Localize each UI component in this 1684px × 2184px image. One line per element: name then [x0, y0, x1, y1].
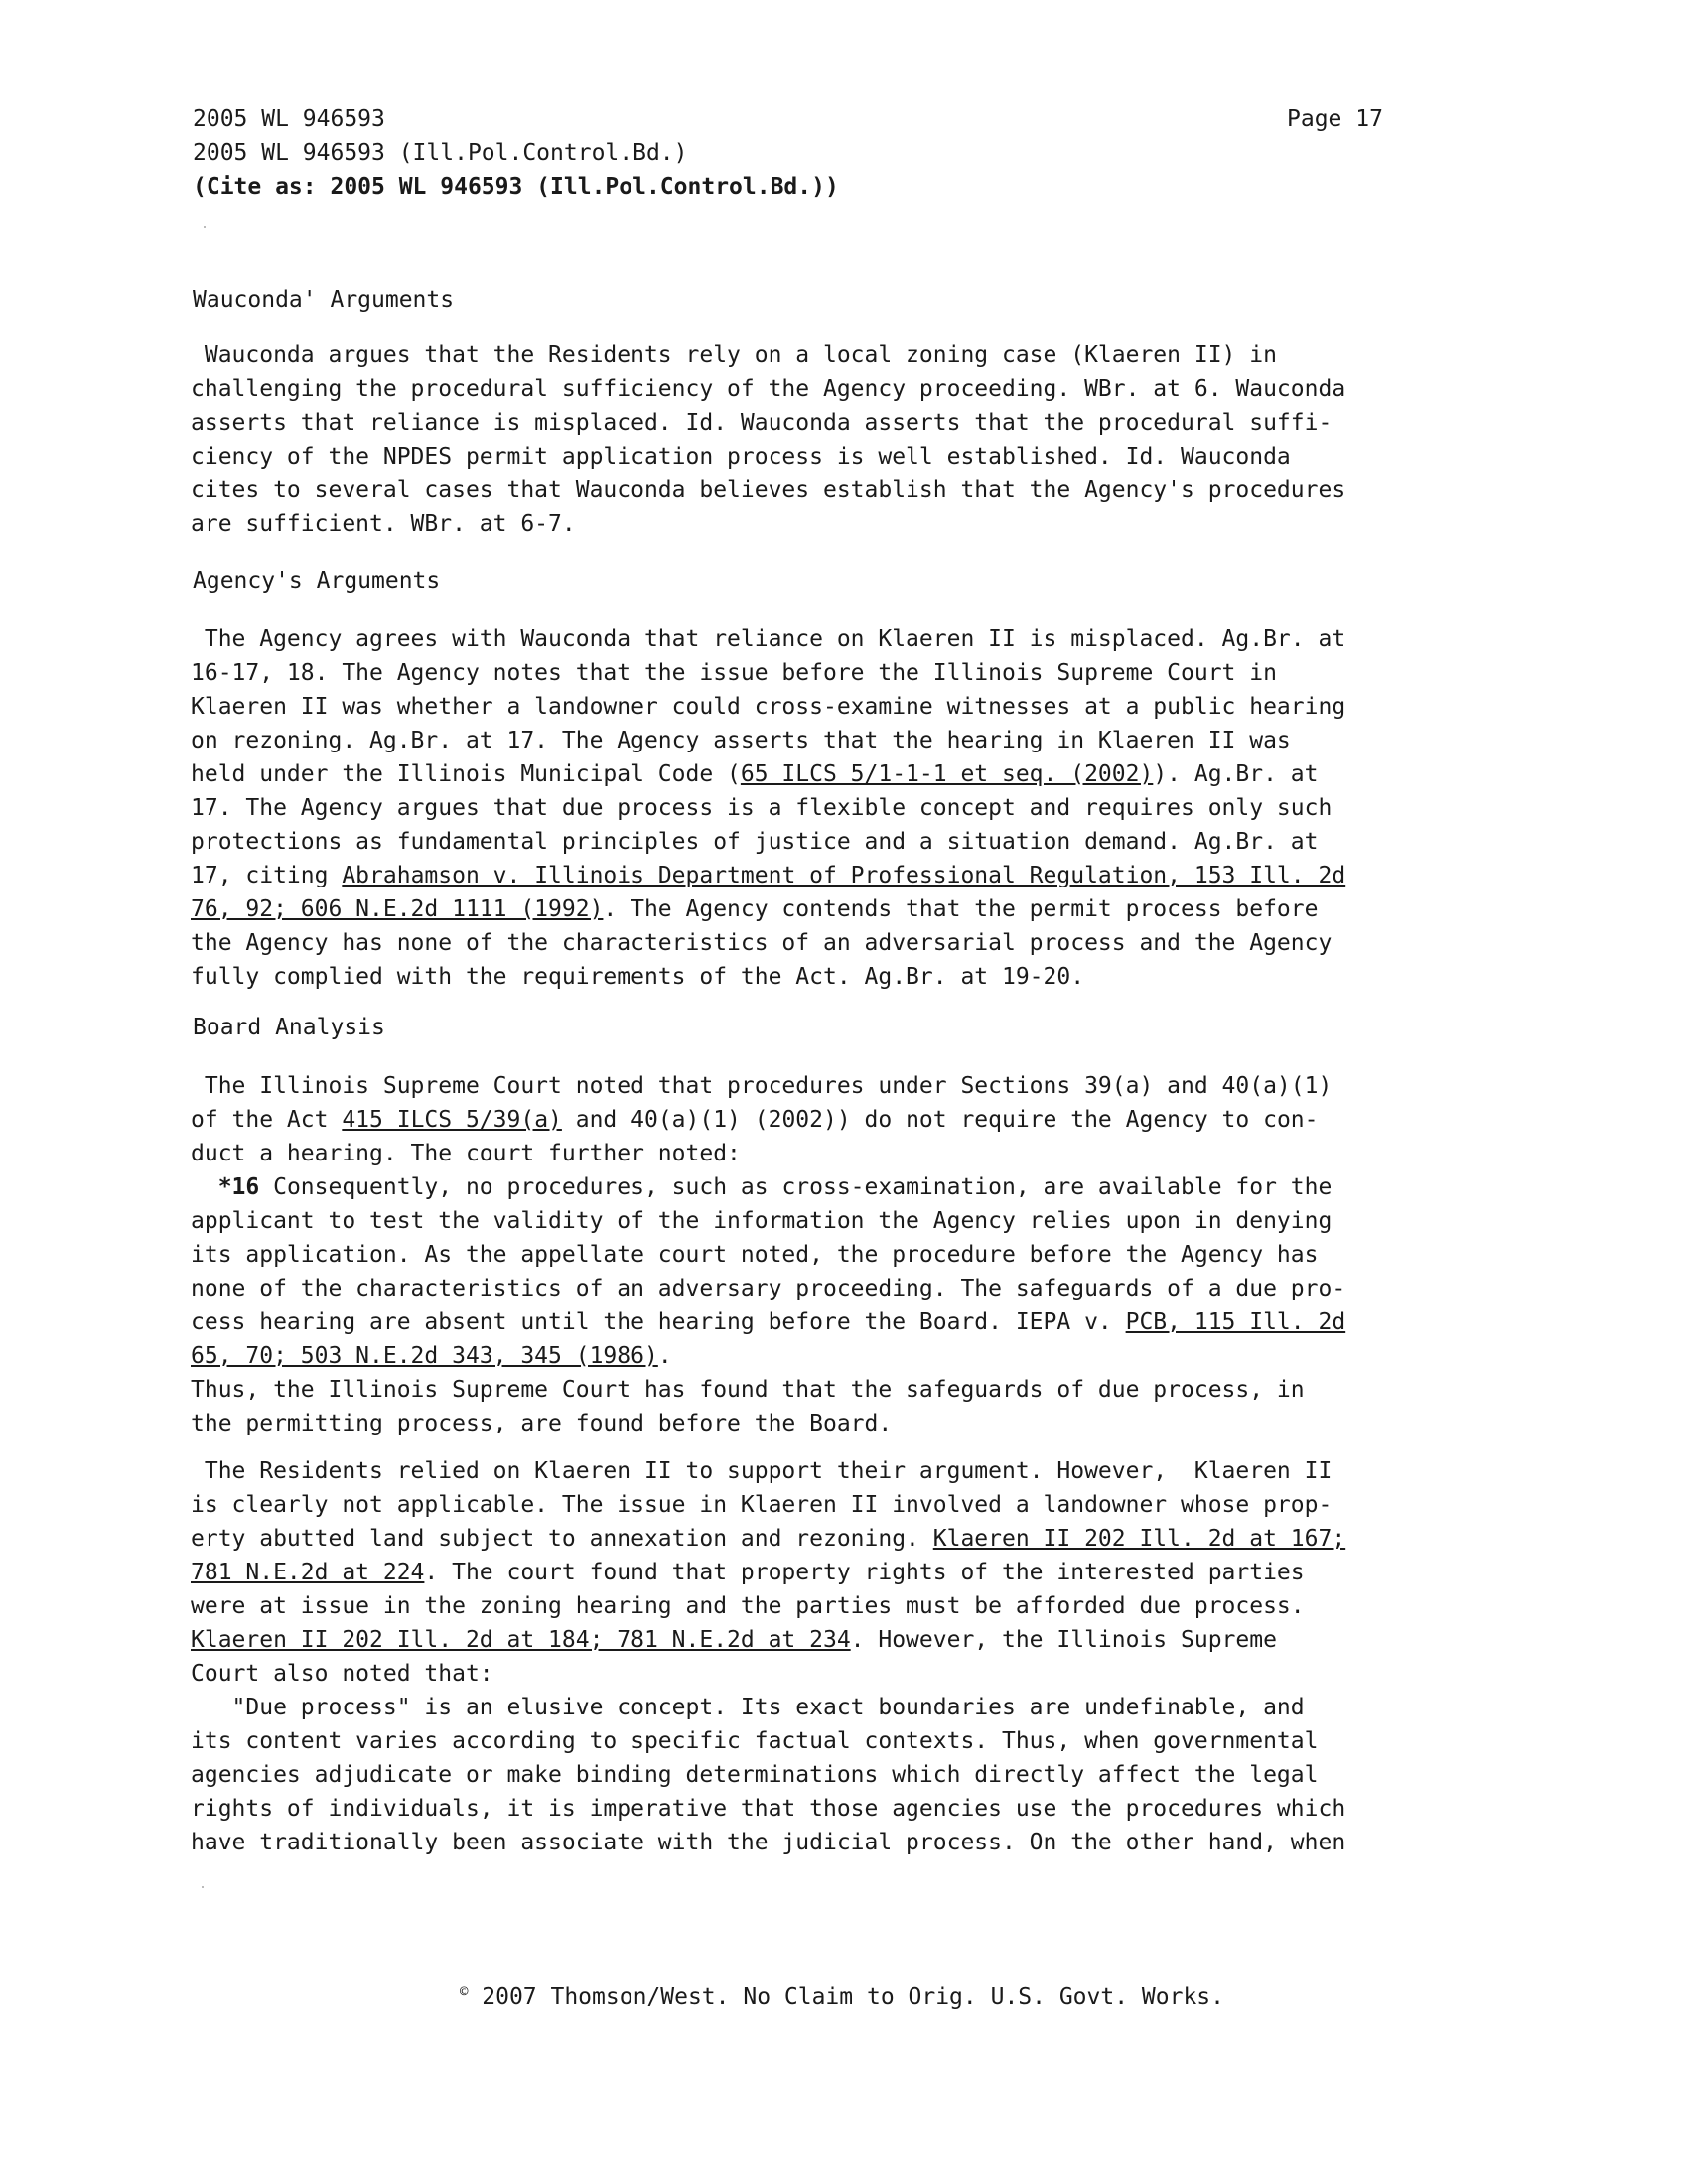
- citation-link[interactable]: Klaeren II 202 Ill. 2d at 184; 781 N.E.2d at 234: [191, 1627, 851, 1653]
- text-line: is clearly not applicable. The issue in Klaeren II involved a landowner whose prop-: [191, 1492, 1333, 1518]
- text-line: [191, 1623, 1501, 1657]
- footer-text: 2007 Thomson/West. No Claim to Orig. U.S. Govt. Works.: [468, 1984, 1225, 2010]
- text-line: the permitting process, are found before the Board.: [191, 1411, 893, 1436]
- text-line: [191, 859, 1501, 892]
- citation-link[interactable]: 65 ILCS 5/1-1-1 et seq. (2002): [740, 761, 1154, 787]
- text-line: the Agency has none of the characteristics of an adversarial process and the Agency: [191, 930, 1333, 956]
- text-line: 16-17, 18. The Agency notes that the issue before the Illinois Supreme Court in: [191, 660, 1277, 686]
- text-line: The Agency agrees with Wauconda that reliance on Klaeren II is misplaced. Ag.Br. at: [191, 626, 1346, 652]
- text-line: "Due process" is an elusive concept. Its exact boundaries are undefinable, and: [191, 1695, 1305, 1720]
- citation-link[interactable]: 781 N.E.2d at 224: [191, 1560, 425, 1585]
- text-line: Thus, the Illinois Supreme Court has found that the safeguards of due process, in: [191, 1377, 1305, 1403]
- text-segment: . The court found that property rights of the interested parties: [424, 1560, 1305, 1585]
- text-line: [191, 757, 1501, 791]
- text-line: agencies adjudicate or make binding determinations which directly affect the legal: [191, 1762, 1319, 1788]
- text-line: are sufficient. WBr. at 6-7.: [191, 511, 576, 537]
- text-segment: and 40(a)(1) (2002)) do not require the Agency to con-: [561, 1107, 1319, 1133]
- text-line: [191, 1556, 1501, 1589]
- text-segment: cess hearing are absent until the hearing before the Board. IEPA v.: [191, 1309, 1126, 1335]
- text-line: The Illinois Supreme Court noted that procedures under Sections 39(a) and 40(a)(1): [191, 1073, 1333, 1099]
- text-line: Wauconda argues that the Residents rely on a local zoning case (Klaeren II) in: [191, 342, 1277, 368]
- board-quote: [191, 1170, 1501, 1440]
- text-line: fully complied with the requirements of the Act. Ag.Br. at 19-20.: [191, 964, 1085, 990]
- text-line: cites to several cases that Wauconda believes establish that the Agency's procedures: [191, 478, 1346, 503]
- citation-link[interactable]: 76, 92; 606 N.E.2d 1111 (1992): [191, 896, 604, 922]
- text-line: [191, 1522, 1501, 1556]
- text-segment: 17, citing: [191, 863, 343, 888]
- text-segment: ). Ag.Br. at: [1153, 761, 1319, 787]
- wauconda-paragraph: [191, 339, 1501, 541]
- copyright-symbol: ©: [459, 1984, 469, 2000]
- text-line: none of the characteristics of an adversary proceeding. The safeguards of a due pro-: [191, 1276, 1346, 1301]
- board-heading: Board Analysis: [193, 1015, 385, 1040]
- text-line: rights of individuals, it is imperative that those agencies use the procedures which: [191, 1796, 1346, 1822]
- text-line: were at issue in the zoning hearing and the parties must be afforded due process.: [191, 1593, 1305, 1619]
- text-line: [191, 1339, 1501, 1373]
- text-segment: erty abutted land subject to annexation and rezoning.: [191, 1526, 933, 1552]
- text-line: Court also noted that:: [191, 1661, 493, 1687]
- citation-link[interactable]: Abrahamson v. Illinois Department of Professional Regulation, 153 Ill. 2d: [342, 863, 1346, 888]
- star-page-marker: *16: [217, 1174, 260, 1200]
- text-line: [191, 1103, 1501, 1137]
- text-line: [191, 1170, 1501, 1204]
- text-line: its content varies according to specific factual contexts. Thus, when governmental: [191, 1728, 1319, 1754]
- scan-speck: [202, 1886, 204, 1888]
- agency-heading: Agency's Arguments: [193, 568, 441, 594]
- text-segment: . However, the Illinois Supreme: [850, 1627, 1277, 1653]
- text-line: protections as fundamental principles of justice and a situation demand. Ag.Br. at: [191, 829, 1319, 855]
- text-line: 17. The Agency argues that due process is a flexible concept and requires only such: [191, 795, 1333, 821]
- citation-line-1: 2005 WL 946593: [193, 106, 385, 132]
- page-number: Page 17: [1287, 106, 1383, 132]
- text-line: on rezoning. Ag.Br. at 17. The Agency asserts that the hearing in Klaeren II was: [191, 728, 1291, 753]
- text-line: applicant to test the validity of the information the Agency relies upon in denying: [191, 1208, 1333, 1234]
- text-segment: of the Act: [191, 1107, 343, 1133]
- wauconda-heading: Wauconda' Arguments: [193, 287, 455, 313]
- text-line: duct a hearing. The court further noted:: [191, 1141, 741, 1166]
- scan-speck: [204, 226, 206, 228]
- citation-link[interactable]: 415 ILCS 5/39(a): [342, 1107, 562, 1133]
- board-paragraph: [191, 1069, 1501, 1170]
- cite-as-line: (Cite as: 2005 WL 946593 (Ill.Pol.Control.Bd.)): [193, 174, 839, 200]
- text-line: have traditionally been associate with the judicial process. On the other hand, when: [191, 1830, 1346, 1855]
- text-segment: Consequently, no procedures, such as cross-examination, are available for the: [259, 1174, 1333, 1200]
- citation-line-2: 2005 WL 946593 (Ill.Pol.Control.Bd.): [193, 140, 688, 166]
- text-line: [191, 892, 1501, 926]
- citation-link[interactable]: Klaeren II 202 Ill. 2d at 167;: [932, 1526, 1346, 1552]
- text-line: challenging the procedural sufficiency of the Agency proceeding. WBr. at 6. Wauconda: [191, 376, 1346, 402]
- citation-link[interactable]: PCB, 115 Ill. 2d: [1125, 1309, 1346, 1335]
- text-segment: held under the Illinois Municipal Code (: [191, 761, 741, 787]
- copyright-footer: [0, 1976, 1684, 2014]
- text-segment: . The Agency contends that the permit process before: [603, 896, 1319, 922]
- text-line: The Residents relied on Klaeren II to support their argument. However, Klaeren II: [191, 1458, 1333, 1484]
- text-line: ciency of the NPDES permit application process is well established. Id. Wauconda: [191, 444, 1291, 470]
- text-line: Klaeren II was whether a landowner could cross-examine witnesses at a public hearing: [191, 694, 1346, 720]
- text-line: its application. As the appellate court noted, the procedure before the Agency has: [191, 1242, 1319, 1268]
- residents-paragraph: [191, 1454, 1501, 1859]
- citation-link[interactable]: 65, 70; 503 N.E.2d 343, 345 (1986): [191, 1343, 658, 1369]
- agency-paragraph: [191, 622, 1501, 994]
- text-segment: .: [657, 1343, 672, 1369]
- text-line: [191, 1305, 1501, 1339]
- text-line: asserts that reliance is misplaced. Id. Wauconda asserts that the procedural suffi-: [191, 410, 1333, 436]
